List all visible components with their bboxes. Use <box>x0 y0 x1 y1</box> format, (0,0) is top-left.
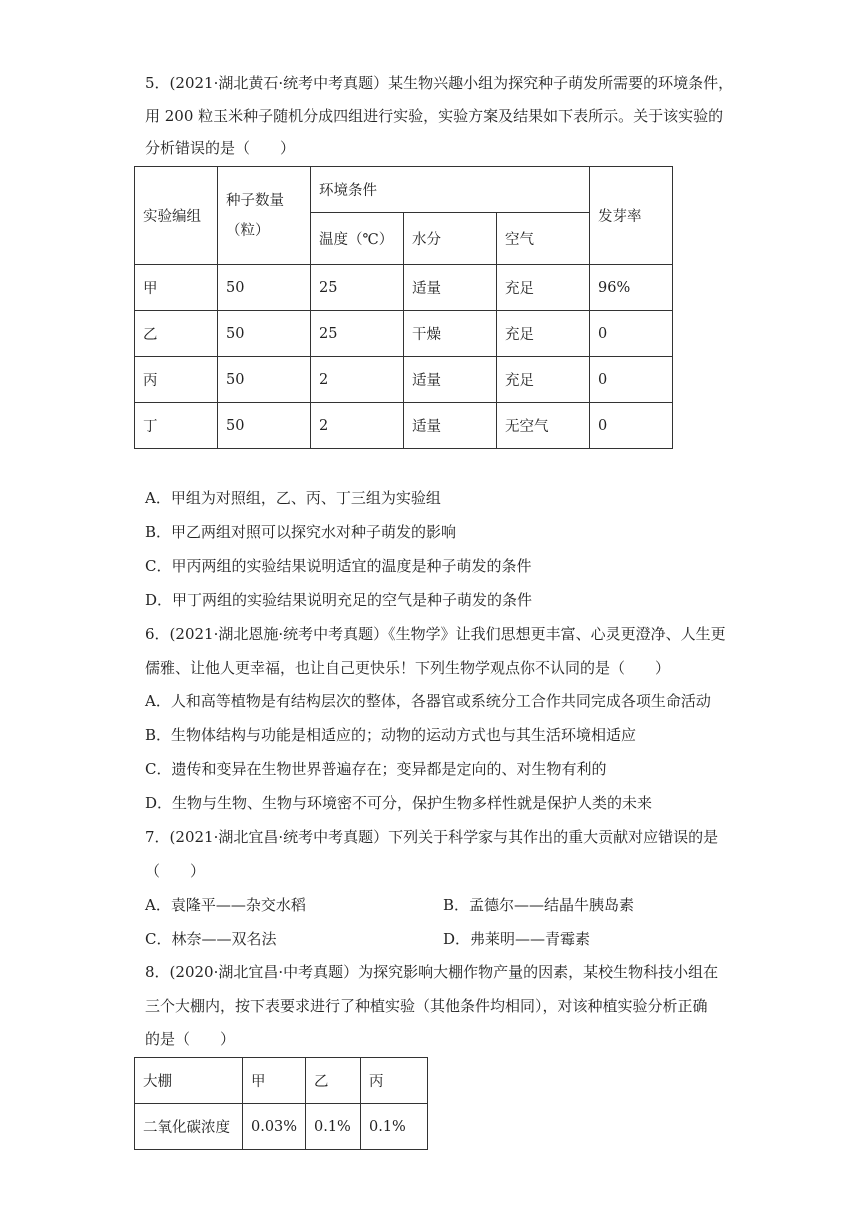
table-cell-group: 丙 <box>135 357 218 403</box>
table-header-greenhouse: 大棚 <box>135 1058 243 1104</box>
table-header-count-line-1: 种子数量 <box>226 192 284 209</box>
q7-option-c: C．林奈——双名法 <box>145 930 277 948</box>
table-header-bing: 丙 <box>361 1058 428 1104</box>
table-cell-value: 0.1% <box>306 1104 361 1150</box>
table-header-rate: 发芽率 <box>590 167 673 265</box>
table-cell-water: 适量 <box>404 403 497 449</box>
table-cell-count: 50 <box>218 357 311 403</box>
q8-stem-line-1: 8．(2020·湖北宜昌·中考真题）为探究影响大棚作物产量的因素，某校生物科技小组在 <box>145 963 719 981</box>
table-cell-group: 乙 <box>135 311 218 357</box>
q6-option-d: D．生物与生物、生物与环境密不可分，保护生物多样性就是保护人类的未来 <box>145 794 653 812</box>
table-cell-temp: 25 <box>311 265 404 311</box>
table-cell-rate: 0 <box>590 311 673 357</box>
q6-option-c: C．遗传和变异在生物世界普遍存在；变异都是定向的、对生物有利的 <box>145 760 607 778</box>
q6-stem-line-2: 儒雅、让他人更幸福，也让自己更快乐！下列生物学观点你不认同的是（ ） <box>145 659 671 677</box>
table-cell-rate: 0 <box>590 357 673 403</box>
q7-stem-line-1: 7．(2021·湖北宜昌·统考中考真题）下列关于科学家与其作出的重大贡献对应错误的是 <box>145 828 719 846</box>
table-cell-water: 干燥 <box>404 311 497 357</box>
table-row-label-co2: 二氧化碳浓度 <box>135 1104 243 1150</box>
table-row <box>135 1104 428 1150</box>
table-cell-temp: 2 <box>311 357 404 403</box>
table-header-group: 实验编组 <box>135 167 218 265</box>
q7-stem-line-2: （ ） <box>145 862 206 880</box>
q7-option-b: B．孟德尔——结晶牛胰岛素 <box>443 896 635 914</box>
q5-option-d: D．甲丁两组的实验结果说明充足的空气是种子萌发的条件 <box>145 591 533 609</box>
table-header-air: 空气 <box>497 213 590 265</box>
table-row <box>135 311 673 357</box>
table-cell-water: 适量 <box>404 265 497 311</box>
table-cell-air: 充足 <box>497 311 590 357</box>
q5-stem-line-3: 分析错误的是（ ） <box>145 139 296 157</box>
table-row <box>135 265 673 311</box>
table-cell-temp: 25 <box>311 311 404 357</box>
q8-stem-line-3: 的是（ ） <box>145 1030 236 1048</box>
table-header-temp: 温度（℃） <box>311 213 404 265</box>
table-header-water: 水分 <box>404 213 497 265</box>
table-header-count-line-2: （粒） <box>226 222 270 239</box>
table-row <box>135 403 673 449</box>
q6-option-a: A．人和高等植物是有结构层次的整体，各器官或系统分工合作共同完成各项生命活动 <box>145 692 711 710</box>
table-cell-rate: 0 <box>590 403 673 449</box>
q7-option-d: D．弗莱明——青霉素 <box>443 930 591 948</box>
table-cell-count: 50 <box>218 403 311 449</box>
table-cell-air: 无空气 <box>497 403 590 449</box>
q8-stem-line-2: 三个大棚内，按下表要求进行了种植实验（其他条件均相同），对该种植实验分析正确 <box>145 997 708 1015</box>
table-cell-water: 适量 <box>404 357 497 403</box>
q8-greenhouse-table <box>134 1057 428 1150</box>
table-cell-air: 充足 <box>497 265 590 311</box>
table-cell-group: 丁 <box>135 403 218 449</box>
q7-option-a: A．袁隆平——杂交水稻 <box>145 896 306 914</box>
table-cell-value: 0.03% <box>243 1104 306 1150</box>
table-cell-count: 50 <box>218 311 311 357</box>
table-cell-count: 50 <box>218 265 311 311</box>
q5-option-c: C．甲丙两组的实验结果说明适宜的温度是种子萌发的条件 <box>145 557 532 575</box>
table-cell-rate: 96% <box>590 265 673 311</box>
q5-experiment-table <box>134 166 673 449</box>
q5-stem-line-1: 5．(2021·湖北黄石·统考中考真题）某生物兴趣小组为探究种子萌发所需要的环境条件， <box>145 74 734 92</box>
q5-option-a: A．甲组为对照组，乙、丙、丁三组为实验组 <box>145 489 441 507</box>
table-row <box>135 357 673 403</box>
table-header-jia: 甲 <box>243 1058 306 1104</box>
q6-stem-line-1: 6．(2021·湖北恩施·统考中考真题）《生物学》让我们思想更丰富、心灵更澄净、人生更 <box>145 625 726 643</box>
table-cell-air: 充足 <box>497 357 590 403</box>
table-header-env: 环境条件 <box>311 167 590 213</box>
table-cell-group: 甲 <box>135 265 218 311</box>
table-header-yi: 乙 <box>306 1058 361 1104</box>
table-cell-value: 0.1% <box>361 1104 428 1150</box>
table-header-count <box>218 167 311 265</box>
table-cell-temp: 2 <box>311 403 404 449</box>
q5-option-b: B．甲乙两组对照可以探究水对种子萌发的影响 <box>145 523 457 541</box>
q5-stem-line-2: 用 200 粒玉米种子随机分成四组进行实验，实验方案及结果如下表所示。关于该实验的 <box>145 107 724 125</box>
q6-option-b: B．生物体结构与功能是相适应的；动物的运动方式也与其生活环境相适应 <box>145 726 637 744</box>
